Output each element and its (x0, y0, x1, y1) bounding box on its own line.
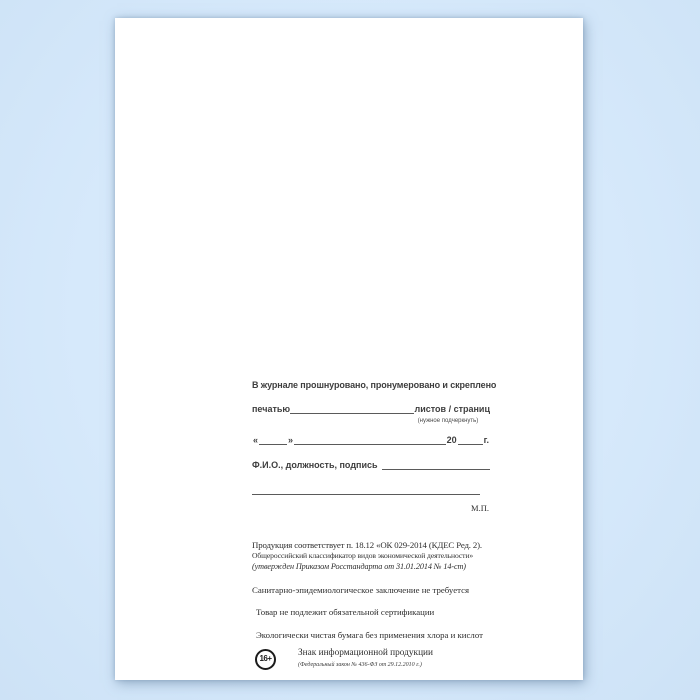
seal-count-row (252, 404, 490, 414)
certification-statement: Товар не подлежит обязательной сертификации (256, 607, 435, 617)
year-suffix: г. (483, 435, 489, 445)
sheets-pages-label: листов / страниц (414, 404, 490, 414)
underline-hint-row (252, 416, 490, 426)
product-compliance-line2: Общероссийский классификатор видов экономической деятельности» (252, 550, 474, 560)
month-blank-line (294, 441, 446, 445)
binding-block (252, 380, 497, 513)
signature-row (252, 460, 490, 470)
underline-hint: (нужное подчеркнуть) (417, 418, 479, 424)
info-sign-law: (Федеральный закон № 436-ФЗ от 29.12.2010 г.) (298, 661, 422, 668)
date-row (252, 435, 490, 445)
year-blank-line (458, 441, 483, 445)
info-sign-text (298, 648, 433, 670)
compliance-block (252, 540, 490, 670)
info-sign-title: Знак информационной продукции (298, 648, 433, 658)
signature-blank-line (382, 466, 490, 470)
binding-title: В журнале прошнуровано, пронумеровано и скреплено (252, 380, 497, 390)
seal-label: печатью (252, 404, 291, 414)
quote-open: « (253, 435, 259, 445)
quote-close: » (288, 435, 294, 445)
year-prefix: 20 (446, 435, 457, 445)
extra-blank-line (252, 485, 480, 495)
sheet-count-blank-line (290, 410, 413, 414)
info-product-sign-row (252, 648, 490, 670)
day-blank-line (259, 441, 287, 445)
product-compliance-line1: Продукция соответствует п. 18.12 «ОК 029-2014 (КДЕС Ред. 2). (252, 540, 482, 550)
sanitary-statement: Санитарно-эпидемиологическое заключение не требуется (252, 584, 470, 595)
page-content (252, 380, 497, 670)
journal-back-page (115, 18, 583, 680)
signature-label: Ф.И.О., должность, подпись (252, 460, 378, 470)
eco-paper-statement: Экологически чистая бумага без применения хлора и кислот (256, 629, 483, 640)
age-rating-16plus-icon: 16+ (255, 649, 276, 670)
seal-place-abbreviation: М.П. (471, 503, 489, 513)
product-compliance-line3: (утвержден Приказом Росстандарта от 31.01.2014 № 14-ст) (252, 562, 466, 571)
